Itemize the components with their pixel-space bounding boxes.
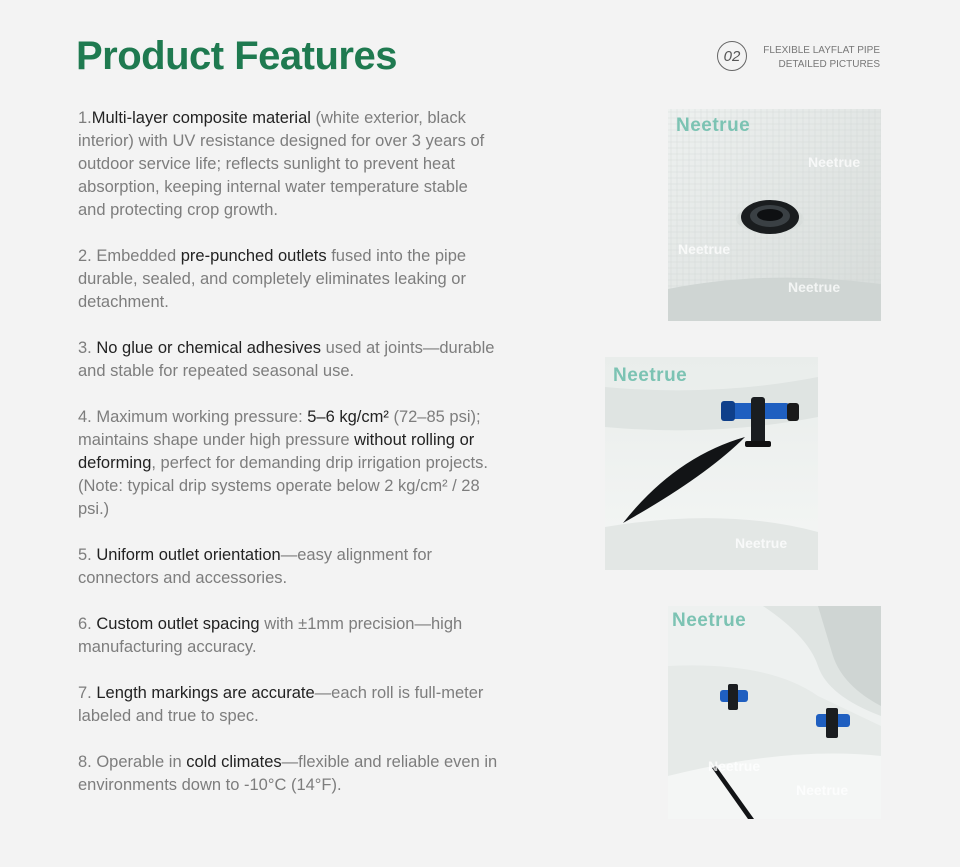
product-photo-roll: [668, 606, 881, 819]
feature-text: used at joints—durable and stable for repeated seasonal use.: [78, 339, 495, 380]
feature-highlight: No glue or chemical adhesives: [96, 339, 322, 357]
brand-watermark: Neetrue: [788, 279, 841, 295]
photo-roll-drawing: [668, 606, 881, 819]
feature-list: [78, 107, 498, 820]
brand-watermark: Neetrue: [735, 535, 788, 551]
brand-watermark: Neetrue: [708, 758, 761, 774]
feature-number: 4.: [78, 408, 92, 426]
brand-watermark: Neetrue: [796, 782, 849, 798]
feature-text: (72–85 psi); maintains shape under high pressure: [78, 408, 481, 449]
section-label-line2: DETAILED PICTURES: [778, 59, 880, 70]
feature-highlight: without rolling or deforming: [78, 431, 475, 472]
brand-logo: Neetrue: [613, 365, 688, 386]
section-label-line1: FLEXIBLE LAYFLAT PIPE: [763, 45, 880, 56]
feature-highlight: Length markings are accurate: [96, 684, 315, 702]
feature-item: [78, 245, 498, 314]
feature-number: 8.: [78, 753, 92, 771]
feature-highlight: Uniform outlet orientation: [96, 546, 281, 564]
feature-highlight: pre-punched outlets: [180, 247, 327, 265]
feature-text: (white exterior, black interior) with UV resistance designed for over 3 years of outdoor service life; reflects sunlight to prevent heat absorption, keeping internal water temperature stable and protecting crop growth.: [78, 109, 485, 219]
feature-number: 6.: [78, 615, 92, 633]
page-title: Product Features: [76, 34, 397, 78]
feature-item: [78, 406, 498, 521]
feature-item: [78, 682, 498, 728]
feature-text: Embedded: [91, 247, 181, 265]
feature-item: [78, 751, 498, 797]
page-number-badge: 02: [717, 41, 747, 71]
feature-text: Operable in: [91, 753, 187, 771]
brand-logo: Neetrue: [672, 610, 747, 631]
product-photo-outlet: [668, 109, 881, 321]
feature-number: 7.: [78, 684, 92, 702]
brand-logo: Neetrue: [676, 115, 751, 136]
feature-text: with ±1mm precision—high manufacturing accuracy.: [78, 615, 463, 656]
feature-item: [78, 107, 498, 222]
page-section-label: [763, 44, 880, 72]
feature-text: —each roll is full-meter labeled and true to spec.: [78, 684, 484, 725]
feature-text: —flexible and reliable even in environments down to -10°C (14°F).: [78, 753, 498, 794]
feature-highlight: 5–6 kg/cm²: [307, 408, 389, 426]
feature-text: fused into the pipe durable, sealed, and completely eliminates leaking or detachment.: [78, 247, 467, 311]
feature-text: Maximum working pressure:: [91, 408, 308, 426]
brand-watermark: Neetrue: [678, 241, 731, 257]
feature-number: 3.: [78, 339, 92, 357]
feature-item: [78, 544, 498, 590]
feature-number: 1.: [78, 109, 92, 127]
photo-outlet-drawing: [668, 109, 881, 321]
feature-highlight: Custom outlet spacing: [96, 615, 260, 633]
feature-text: , perfect for demanding drip irrigation projects.: [151, 454, 488, 472]
product-photo-connector: [605, 357, 818, 570]
feature-number: 5.: [78, 546, 92, 564]
feature-highlight: cold climates: [186, 753, 282, 771]
feature-text: —easy alignment for connectors and accessories.: [78, 546, 433, 587]
brand-watermark: Neetrue: [808, 154, 861, 170]
feature-item: [78, 613, 498, 659]
feature-item: [78, 337, 498, 383]
feature-text: (Note: typical drip systems operate below 2 kg/cm² / 28 psi.): [78, 477, 480, 518]
feature-number: 2.: [78, 247, 92, 265]
feature-highlight: Multi-layer composite material: [91, 109, 311, 127]
